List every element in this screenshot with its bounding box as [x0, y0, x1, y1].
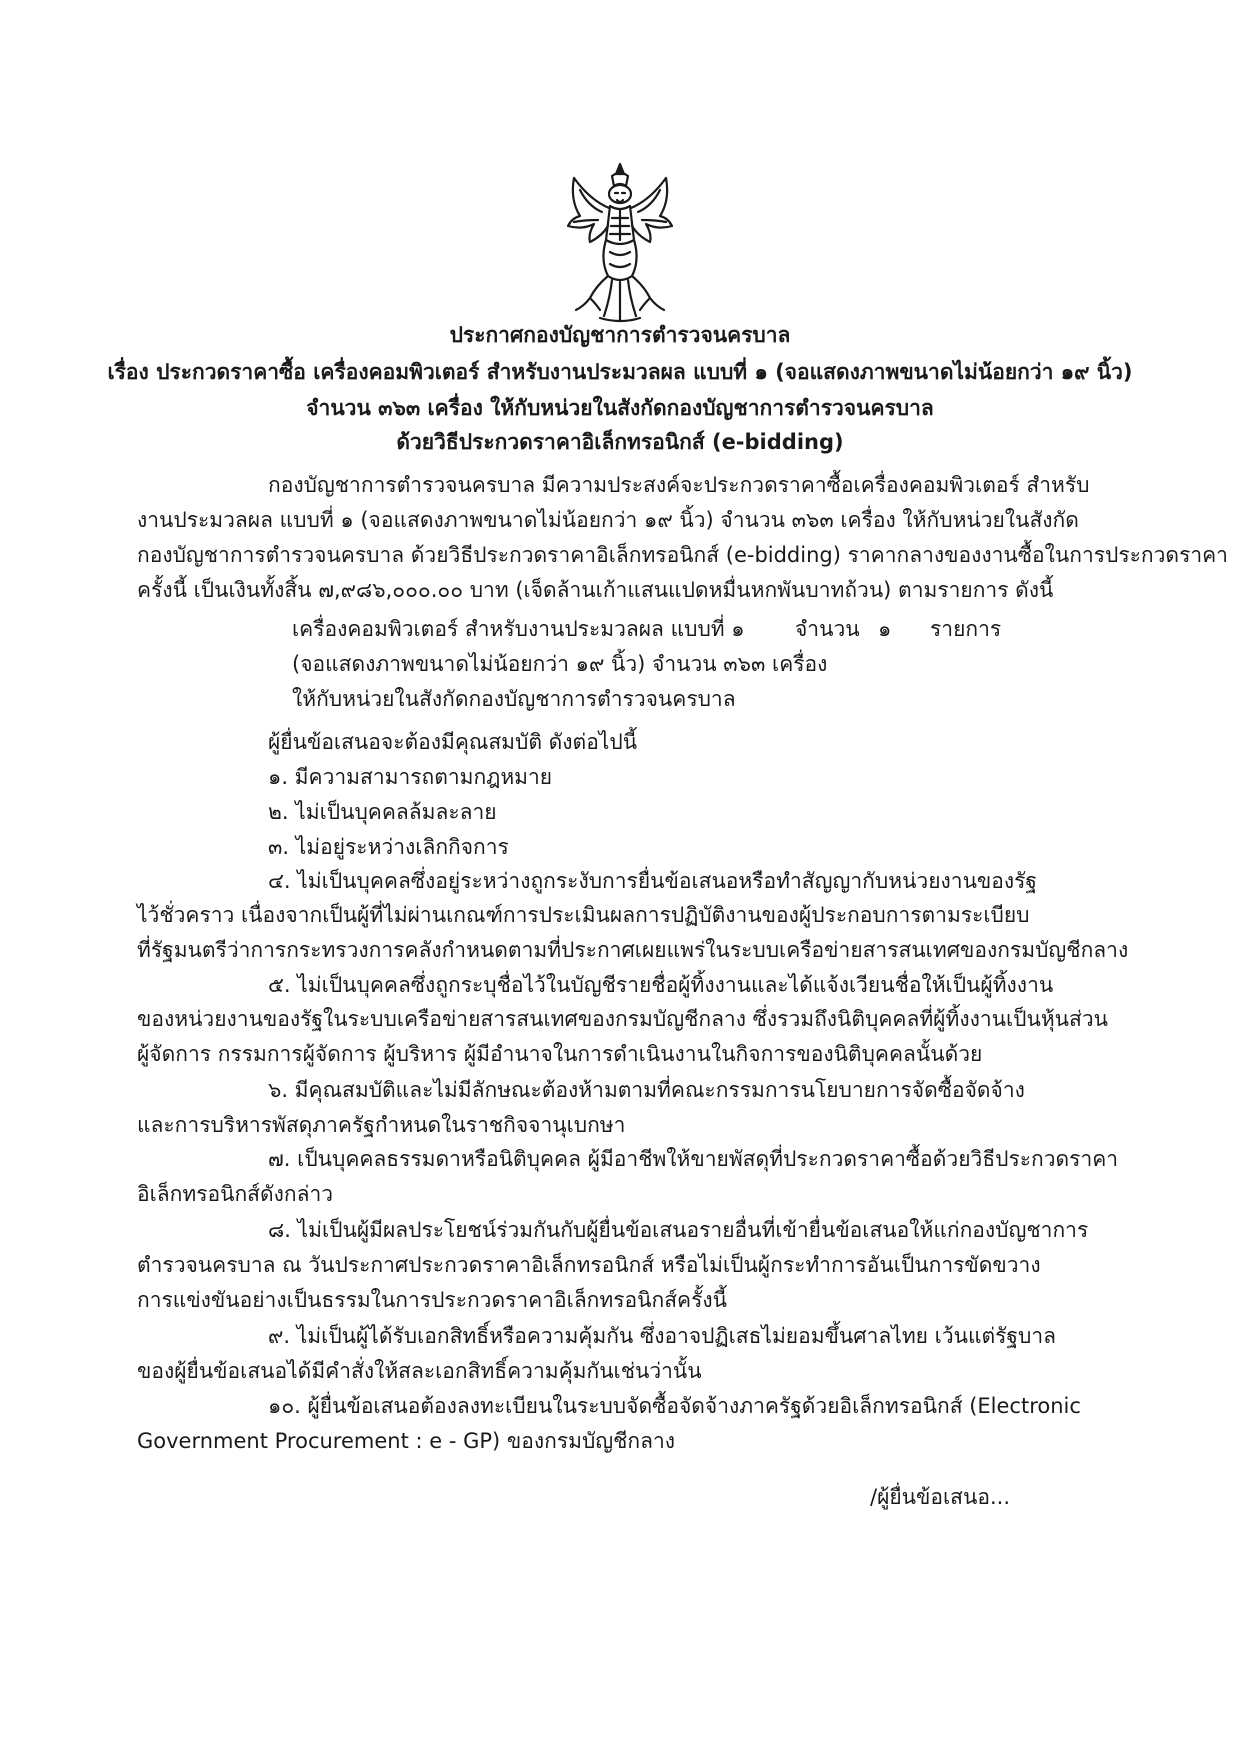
qualification-item: ตำรวจนครบาล ณ วันประกาศประกวดราคาอิเล็กทรอนิกส์ หรือไม่เป็นผู้กระทำการอันเป็นการขัดขวาง: [137, 1253, 1041, 1277]
qualification-item: อิเล็กทรอนิกส์ดังกล่าว: [137, 1182, 334, 1206]
qualification-item: ๘. ไม่เป็นผู้มีผลประโยชน์ร่วมกันกับผู้ยื่นข้อเสนอรายอื่นที่เข้ายื่นข้อเสนอให้แก่กองบัญชาการ: [268, 1218, 1089, 1242]
announcement-subject-quantity: จำนวน ๓๖๓ เครื่อง ให้กับหน่วยในสังกัดกองบัญชาการตำรวจนครบาล: [306, 396, 934, 420]
qualification-item: ผู้จัดการ กรรมการผู้จัดการ ผู้บริหาร ผู้มีอำนาจในการดำเนินงานในกิจการของนิติบุคคลนั้นด้วย: [137, 1042, 983, 1066]
announcement-subject: เรื่อง ประกวดราคาซื้อ เครื่องคอมพิวเตอร์ สำหรับงานประมวลผล แบบที่ ๑ (จอแสดงภาพขนาดไม่น้อยกว่า ๑๙ นิ้ว): [107, 360, 1133, 384]
item-description: ให้กับหน่วยในสังกัดกองบัญชาการตำรวจนครบาล: [292, 687, 736, 711]
continuation-marker: /ผู้ยื่นข้อเสนอ...: [870, 1485, 1010, 1509]
qualifications-heading: ผู้ยื่นข้อเสนอจะต้องมีคุณสมบัติ ดังต่อไปนี้: [268, 730, 638, 754]
qualification-item: ที่รัฐมนตรีว่าการกระทรวงการคลังกำหนดตามที่ประกาศเผยแพร่ในระบบเครือข่ายสารสนเทศของกรมบัญชีกลาง: [137, 938, 1129, 962]
qualification-item: ๓. ไม่อยู่ระหว่างเลิกกิจการ: [268, 835, 509, 859]
qualification-item: การแข่งขันอย่างเป็นธรรมในการประกวดราคาอิเล็กทรอนิกส์ครั้งนี้: [137, 1288, 727, 1312]
announcement-subject-method: ด้วยวิธีประกวดราคาอิเล็กทรอนิกส์ (e-bidding): [396, 430, 844, 454]
qualification-item: ไว้ชั่วคราว เนื่องจากเป็นผู้ที่ไม่ผ่านเกณฑ์การประเมินผลการปฏิบัติงานของผู้ประกอบการตามระเบียบ: [137, 903, 1030, 927]
qualification-item: ๖. มีคุณสมบัติและไม่มีลักษณะต้องห้ามตามที่คณะกรรมการนโยบายการจัดซื้อจัดจ้าง: [268, 1078, 1025, 1102]
qualification-item: Government Procurement : e - GP) ของกรมบัญชีกลาง: [137, 1429, 676, 1453]
intro-paragraph-line: งานประมวลผล แบบที่ ๑ (จอแสดงภาพขนาดไม่น้อยกว่า ๑๙ นิ้ว) จำนวน ๓๖๓ เครื่อง ให้กับหน่วยในสังกัด: [137, 508, 1079, 532]
item-quantity-value: ๑: [878, 617, 892, 641]
qualification-item: ๒. ไม่เป็นบุคคลล้มละลาย: [268, 800, 497, 824]
item-description: เครื่องคอมพิวเตอร์ สำหรับงานประมวลผล แบบที่ ๑: [292, 617, 745, 641]
item-description: (จอแสดงภาพขนาดไม่น้อยกว่า ๑๙ นิ้ว) จำนวน ๓๖๓ เครื่อง: [292, 652, 828, 676]
qualification-item: ๑๐. ผู้ยื่นข้อเสนอต้องลงทะเบียนในระบบจัดซื้อจัดจ้างภาครัฐด้วยอิเล็กทรอนิกส์ (Electronic: [268, 1394, 1081, 1418]
item-quantity-label: จำนวน: [795, 617, 860, 641]
qualification-item: ของหน่วยงานของรัฐในระบบเครือข่ายสารสนเทศของกรมบัญชีกลาง ซึ่งรวมถึงนิติบุคคลที่ผู้ทิ้งงานเป็นหุ้นส่วน: [137, 1007, 1109, 1031]
item-quantity-unit: รายการ: [930, 617, 1002, 641]
announcement-title: ประกาศกองบัญชาการตำรวจนครบาล: [449, 323, 791, 347]
qualification-item: ๔. ไม่เป็นบุคคลซึ่งอยู่ระหว่างถูกระงับการยื่นข้อเสนอหรือทำสัญญากับหน่วยงานของรัฐ: [268, 869, 1038, 893]
qualification-item: และการบริหารพัสดุภาครัฐกำหนดในราชกิจจานุเบกษา: [137, 1113, 626, 1137]
intro-paragraph-line: กองบัญชาการตำรวจนครบาล มีความประสงค์จะประกวดราคาซื้อเครื่องคอมพิวเตอร์ สำหรับ: [268, 473, 1090, 497]
garuda-emblem-icon: [560, 160, 680, 325]
qualification-item: ๙. ไม่เป็นผู้ได้รับเอกสิทธิ์หรือความคุ้มกัน ซึ่งอาจปฏิเสธไม่ยอมขึ้นศาลไทย เว้นแต่รัฐบาล: [268, 1324, 1057, 1348]
qualification-item: ๕. ไม่เป็นบุคคลซึ่งถูกระบุชื่อไว้ในบัญชีรายชื่อผู้ทิ้งงานและได้แจ้งเวียนชื่อให้เป็นผู้ทิ้งงาน: [268, 973, 1054, 997]
qualification-item: ของผู้ยื่นข้อเสนอได้มีคำสั่งให้สละเอกสิทธิ์ความคุ้มกันเช่นว่านั้น: [137, 1359, 702, 1383]
qualification-item: ๑. มีความสามารถตามกฎหมาย: [268, 765, 553, 789]
intro-paragraph-line: ครั้งนี้ เป็นเงินทั้งสิ้น ๗,๙๘๖,๐๐๐.๐๐ บาท (เจ็ดล้านเก้าแสนแปดหมื่นหกพันบาทถ้วน) ตามรายการ ดังนี้: [137, 578, 1054, 602]
intro-paragraph-line: กองบัญชาการตำรวจนครบาล ด้วยวิธีประกวดราคาอิเล็กทรอนิกส์ (e-bidding) ราคากลางของงานซื้อในการประกวดราคา: [137, 543, 1228, 567]
qualification-item: ๗. เป็นบุคคลธรรมดาหรือนิติบุคคล ผู้มีอาชีพให้ขายพัสดุที่ประกวดราคาซื้อด้วยวิธีประกวดราคา: [268, 1147, 1119, 1171]
